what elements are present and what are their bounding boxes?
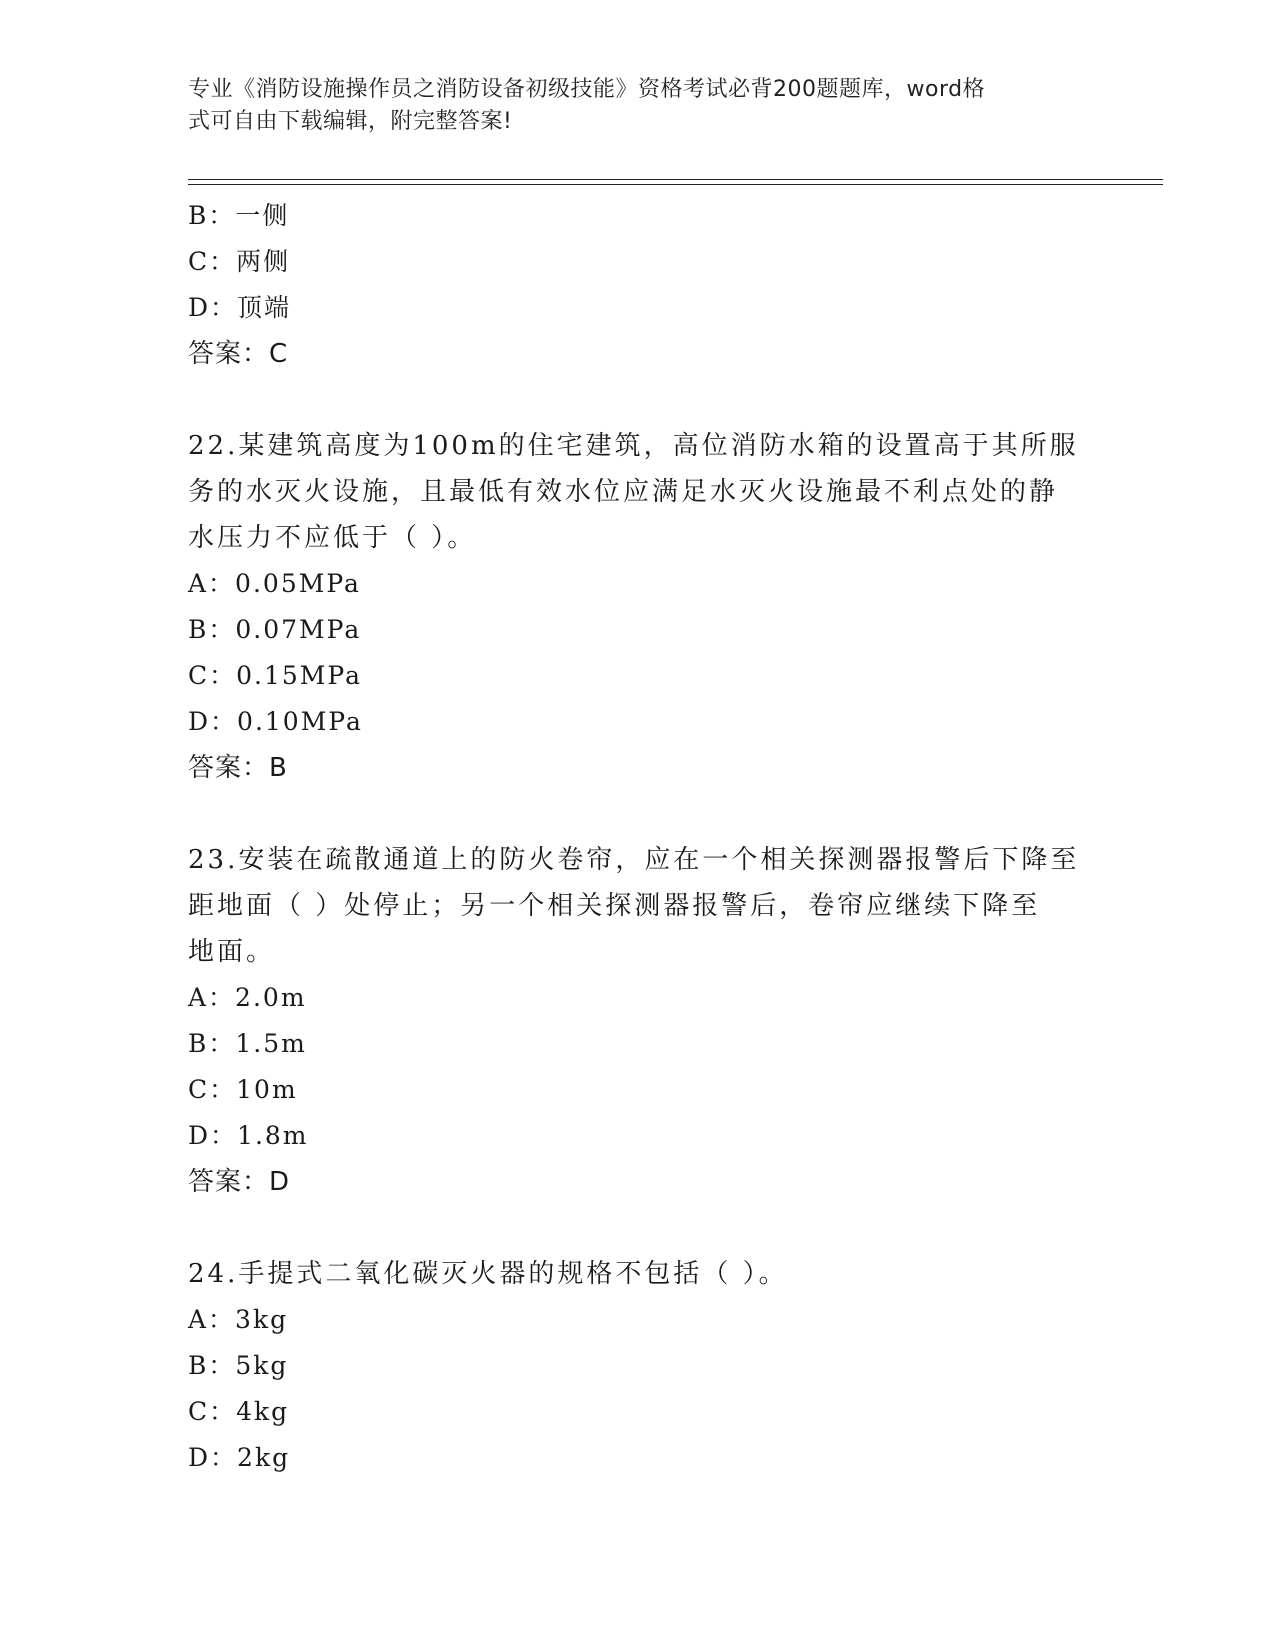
option-d: D：顶端 xyxy=(188,293,292,322)
header-divider-top xyxy=(188,179,1163,180)
option-c: C：两侧 xyxy=(188,247,291,276)
question-text-line: 地面。 xyxy=(188,937,276,967)
option-c: C：10m xyxy=(188,1075,298,1104)
header-line-2: 式可自由下载编辑，附完整答案! xyxy=(188,109,513,134)
header-divider-bottom xyxy=(188,184,1163,185)
option-a: A：0.05MPa xyxy=(188,569,361,598)
question-23 xyxy=(188,837,1088,1205)
question-21-continued xyxy=(188,193,1088,377)
option-c: C：0.15MPa xyxy=(188,661,362,690)
answer-label: 答案：C xyxy=(188,339,289,369)
option-d: D：1.8m xyxy=(188,1121,309,1150)
question-text-line: 务的水灭火设施，且最低有效水位应满足水灭火设施最不利点处的静 xyxy=(188,477,1059,507)
answer-label: 答案：B xyxy=(188,753,288,783)
question-22 xyxy=(188,423,1088,791)
question-text-line: 距地面（ ）处停止；另一个相关探测器报警后，卷帘应继续下降至 xyxy=(188,891,1041,921)
option-c: C：4kg xyxy=(188,1397,290,1426)
question-text-line: 22.某建筑高度为100m的住宅建筑，高位消防水箱的设置高于其所服 xyxy=(188,431,1079,461)
option-b: B：0.07MPa xyxy=(188,615,362,644)
question-text-line: 23.安装在疏散通道上的防火卷帘，应在一个相关探测器报警后下降至 xyxy=(188,845,1080,875)
question-24 xyxy=(188,1251,1088,1481)
question-text-line: 水压力不应低于（ ）。 xyxy=(188,523,477,553)
option-b: B：5kg xyxy=(188,1351,289,1380)
document-header xyxy=(188,74,1068,138)
option-d: D：2kg xyxy=(188,1443,291,1472)
answer-label: 答案：D xyxy=(188,1167,291,1197)
option-a: A：3kg xyxy=(188,1305,289,1334)
option-b: B：1.5m xyxy=(188,1029,307,1058)
header-line-1: 专业《消防设施操作员之消防设备初级技能》资格考试必背200题题库，word格 xyxy=(188,77,986,102)
question-list xyxy=(188,193,1088,1481)
option-b: B：一侧 xyxy=(188,201,290,230)
option-a: A：2.0m xyxy=(188,983,307,1012)
question-text-line: 24.手提式二氧化碳灭火器的规格不包括（ ）。 xyxy=(188,1259,788,1289)
option-d: D：0.10MPa xyxy=(188,707,363,736)
